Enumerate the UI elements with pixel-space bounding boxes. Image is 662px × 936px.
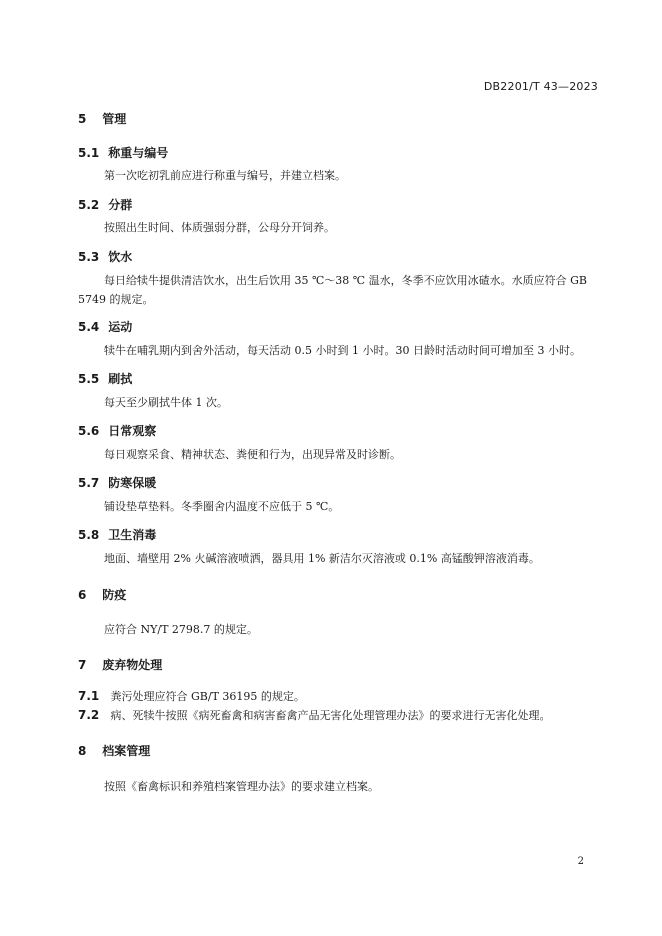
section-5-6-heading [78,422,156,439]
section-title: 废弃物处理 [102,658,163,672]
section-7-2-item [78,707,551,723]
section-8-heading [78,742,150,759]
section-5-6-body: 每日观察采食、精神状态、粪便和行为，出现异常及时诊断。 [104,448,401,461]
item-text: 粪污处理应符合 GB/T 36195 的规定。 [110,690,305,703]
item-number: 7.2 [78,708,100,722]
section-number: 5 [78,112,87,126]
section-5-1-heading [78,144,168,161]
section-title: 管理 [102,112,127,126]
section-7-1-item [78,688,305,704]
document-code: DB2201/T 43—2023 [483,80,598,93]
section-number: 5.3 [78,250,100,264]
section-title: 防疫 [102,588,127,602]
section-number: 7 [78,658,87,672]
section-title: 运动 [108,320,133,334]
section-title: 饮水 [108,250,133,264]
section-title: 卫生消毒 [108,528,157,542]
section-title: 刷拭 [108,372,133,386]
section-5-2-body: 按照出生时间、体质强弱分群，公母分开饲养。 [104,221,335,234]
section-6-heading [78,586,126,603]
section-5-7-body: 铺设垫草垫料。冬季圈舍内温度不应低于 5 ℃。 [104,500,340,513]
section-5-3-heading [78,248,132,265]
section-number: 6 [78,588,87,602]
section-5-5-heading [78,370,132,387]
section-number: 8 [78,744,87,758]
section-number: 5.6 [78,424,100,438]
section-title: 档案管理 [102,744,151,758]
section-title: 日常观察 [108,424,157,438]
item-text: 病、死犊牛按照《病死畜禽和病害畜禽产品无害化处理管理办法》的要求进行无害化处理。 [110,709,551,722]
section-number: 5.5 [78,372,100,386]
section-title: 分群 [108,198,133,212]
section-8-body: 按照《畜禽标识和养殖档案管理办法》的要求建立档案。 [104,780,379,793]
section-number: 5.7 [78,476,100,490]
section-5-5-body: 每天至少刷拭牛体 1 次。 [104,396,228,409]
section-title: 防寒保暖 [108,476,157,490]
item-number: 7.1 [78,689,100,703]
section-5-4-heading [78,318,132,335]
section-5-heading [78,110,126,127]
section-5-8-body: 地面、墙壁用 2% 火碱溶液喷洒，器具用 1% 新洁尔灭溶液或 0.1% 高锰酸钾溶液消毒。 [104,552,540,565]
section-5-7-heading [78,474,156,491]
section-5-2-heading [78,196,132,213]
section-title: 称重与编号 [108,146,169,160]
section-5-8-heading [78,526,156,543]
section-5-3-body-line2: 5749 的规定。 [78,293,154,306]
page-number: 2 [577,856,584,867]
section-6-body: 应符合 NY/T 2798.7 的规定。 [104,623,258,636]
section-number: 5.8 [78,528,100,542]
section-number: 5.2 [78,198,100,212]
section-7-heading [78,656,162,673]
section-5-4-body: 犊牛在哺乳期内到舍外活动，每天活动 0.5 小时到 1 小时。30 日龄时活动时间可增加至 3 小时。 [104,344,581,357]
section-5-3-body-line1: 每日给犊牛提供清洁饮水，出生后饮用 35 ℃～38 ℃ 温水，冬季不应饮用冰碴水。水质应符合 GB [104,274,587,287]
section-number: 5.4 [78,320,100,334]
section-5-1-body: 第一次吃初乳前应进行称重与编号，并建立档案。 [104,169,346,182]
section-number: 5.1 [78,146,100,160]
